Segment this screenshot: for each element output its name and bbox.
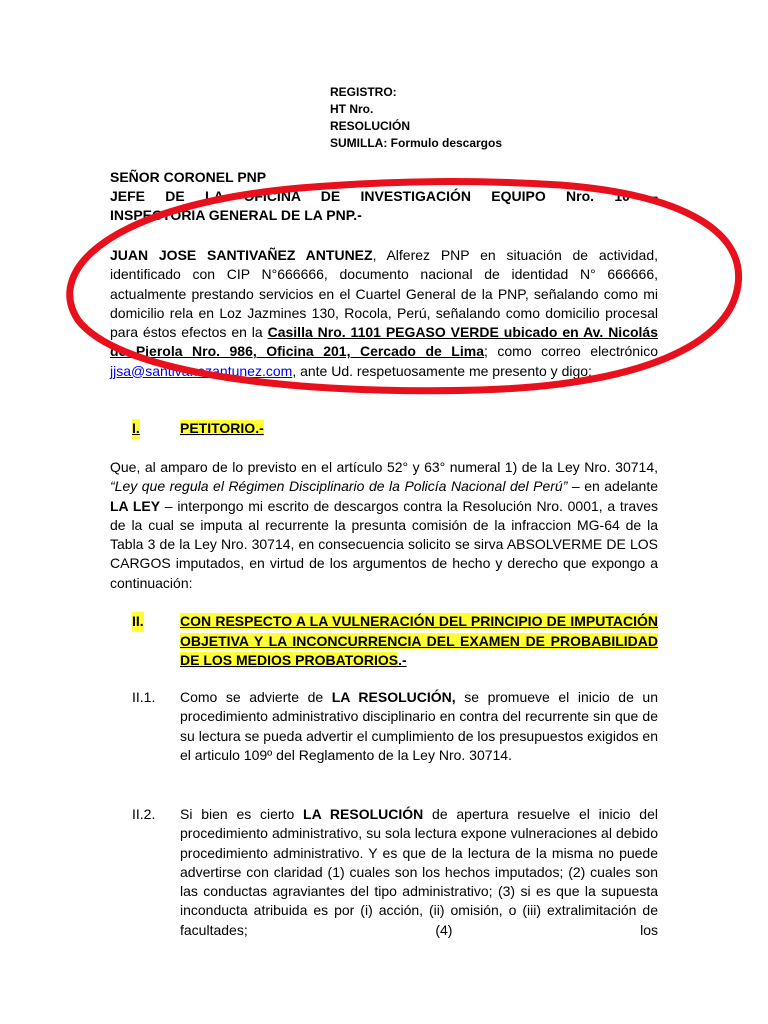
resolucion-label: RESOLUCIÓN xyxy=(330,119,411,133)
section-2-heading xyxy=(110,612,658,672)
petitorio-text-1: Que, al amparo de lo previsto en el artículo 52° y 63° numeral 1) de la Ley Nro. 30714, xyxy=(110,459,658,475)
sumilla-label: SUMILLA: Formulo descargos xyxy=(330,136,503,150)
ii-2-bold: LA RESOLUCIÓN xyxy=(303,806,424,822)
procedural-address: Casilla Nro. 1101 PEGASO VERDE ubicado en Av. Nicolás de Pierola Nro. 986, Oficina 201, Cercado de Lima xyxy=(110,324,658,360)
intro-paragraph xyxy=(110,246,658,381)
addressee-line-1: SEÑOR CORONEL PNP xyxy=(110,169,267,185)
subsection-ii-1-number: II.1. xyxy=(132,689,156,705)
ii-2-text-2: de apertura resuelve el inicio del procedimiento administrativo, su sola lectura expone vulneraciones al debido procedimiento administrativo. Y es que de la lectura de la misma no puede advertirse con claridad (1) cuales son los hechos imputados; (2) cuales son las conductas agraviantes del tipo administrativo; (3) si es que la supuesta inconducta atribuida es por (i) acción, (ii) omisión, o (iii) extralimitación de facultades; (4) los xyxy=(180,806,658,938)
ii-2-text-1: Si bien es cierto xyxy=(180,806,304,822)
intro-text-2: ; como correo electrónico xyxy=(483,343,658,360)
petitorio-text-2: – en adelante xyxy=(567,478,658,495)
section-2-number: II. xyxy=(132,612,144,632)
ii-1-text-2: se promueve el inicio de un procedimiento administrativo disciplinario en contra del recurrente sin que de su lectura se pueda advertir el cumplimiento de los presupuestos exigidos en el articulo 109º del Reglamento de la Ley Nro. 30714. xyxy=(180,689,658,763)
subsection-ii-2 xyxy=(110,805,658,945)
section-2-title: CON RESPECTO A LA VULNERACIÓN DEL PRINCIPIO DE IMPUTACIÓN OBJETIVA Y LA INCONCURRENCIA DEL EXAMEN DE PROBABILIDAD DE LOS MEDIOS PROBATORIOS xyxy=(180,613,658,668)
petitorio-paragraph xyxy=(110,458,658,593)
intro-text-1: , Alferez PNP en situación de actividad, identificado con CIP N°666666, documento nacional de identidad N° 666666, actualmente prestando servicios en el Cuartel General de la PNP, señalando como mi domicilio rela en Loz Jazmines 130, Rocola, Perú, señalando como domicilio procesal para éstos efectos en la xyxy=(110,247,658,341)
intro-text-3: , ante Ud. respetuosamente me presento y digo: xyxy=(292,362,592,379)
ii-1-bold: LA RESOLUCIÓN, xyxy=(331,689,456,705)
section-1-number: I. xyxy=(132,419,140,439)
section-1-suffix: .- xyxy=(255,420,264,436)
ii-1-text-1: Como se advierte de xyxy=(180,689,332,705)
section-2-suffix: .- xyxy=(398,652,407,668)
registro-label: REGISTRO: xyxy=(330,85,397,99)
law-title: “Ley que regula el Régimen Disciplinario de la Policía Nacional del Perú” xyxy=(110,478,568,495)
email-link[interactable]: jjsa@santivanezantunez.com xyxy=(110,362,293,379)
section-1-heading xyxy=(110,419,658,439)
subsection-ii-2-number: II.2. xyxy=(132,806,156,822)
addressee-line-3: INSPECTORIA GENERAL DE LA PNP.- xyxy=(110,207,362,223)
addressee-block xyxy=(110,168,658,225)
ht-label: HT Nro. xyxy=(330,102,374,116)
applicant-name: JUAN JOSE SANTIVAÑEZ ANTUNEZ xyxy=(110,247,373,263)
addressee-line-2: JEFE DE LA OFICINA DE INVESTIGACIÓN EQUIPO Nro. 10 – xyxy=(110,188,658,204)
section-1-title: PETITORIO xyxy=(180,420,256,436)
header-block xyxy=(330,84,502,152)
subsection-ii-1 xyxy=(110,688,658,788)
la-ley-term: LA LEY xyxy=(110,497,161,514)
petitorio-text-3: – interpongo mi escrito de descargos contra la Resolución Nro. 0001, a traves de la cual se imputa al recurrente la presunta comisión de la infraccion MG-64 de la Tabla 3 de la Ley Nro. 30714, en consecuencia solicito se sirva ABSOLVERME DE LOS CARGOS imputados, en virtud de los argumentos de hecho y derecho que expongo a continuación: xyxy=(110,497,658,591)
